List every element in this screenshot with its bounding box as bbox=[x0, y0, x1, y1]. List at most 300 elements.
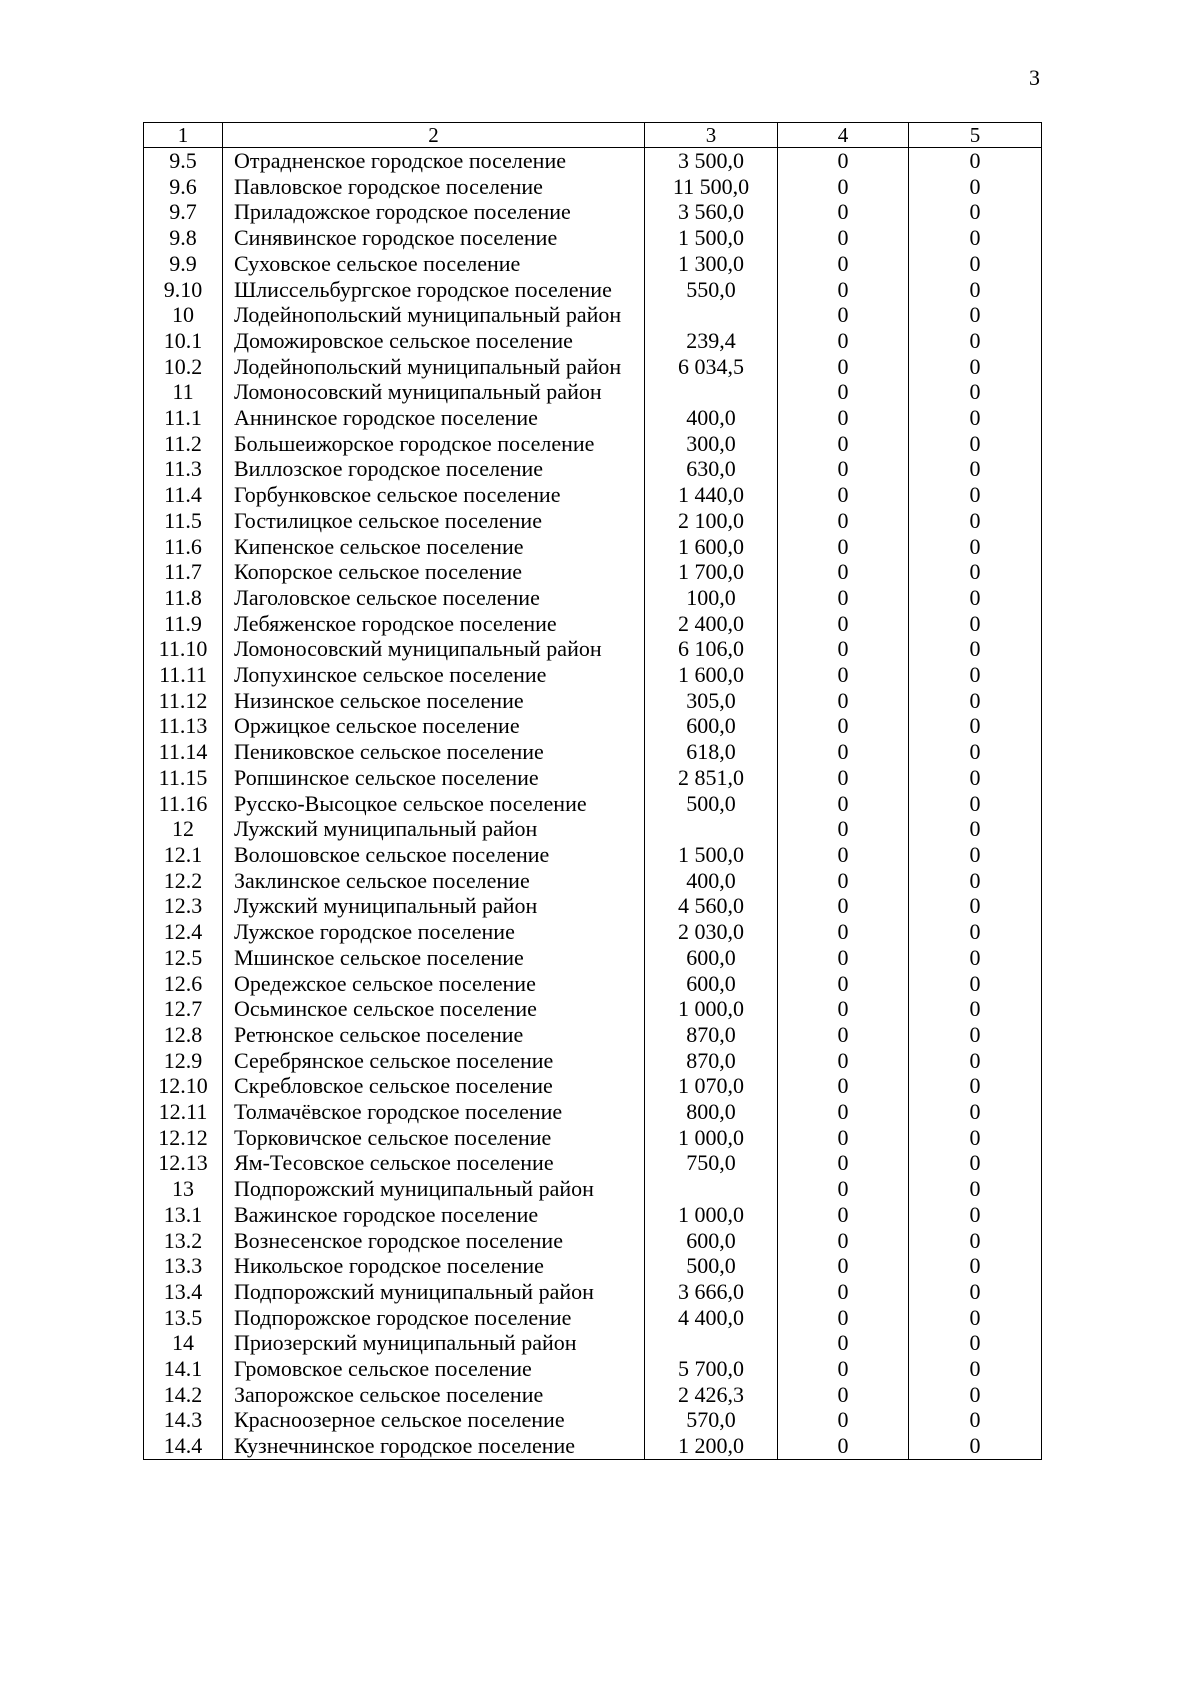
column-4-cell: 0 bbox=[778, 1433, 909, 1459]
column-4-cell: 0 bbox=[778, 199, 909, 225]
row-number-cell: 13.1 bbox=[144, 1202, 223, 1228]
row-number-cell: 11.11 bbox=[144, 662, 223, 688]
column-4-cell: 0 bbox=[778, 611, 909, 637]
name-cell: Кипенское сельское поселение bbox=[223, 534, 645, 560]
row-number-cell: 11 bbox=[144, 379, 223, 405]
row-number-cell: 11.6 bbox=[144, 534, 223, 560]
column-5-cell: 0 bbox=[909, 1176, 1042, 1202]
amount-cell: 1 600,0 bbox=[645, 534, 778, 560]
column-5-cell: 0 bbox=[909, 277, 1042, 303]
amount-cell: 2 851,0 bbox=[645, 765, 778, 791]
table-row bbox=[144, 534, 1042, 560]
table-row bbox=[144, 225, 1042, 251]
column-4-cell: 0 bbox=[778, 1253, 909, 1279]
header-cell-4: 4 bbox=[778, 123, 909, 148]
column-5-cell: 0 bbox=[909, 842, 1042, 868]
column-5-cell: 0 bbox=[909, 739, 1042, 765]
row-number-cell: 12.12 bbox=[144, 1125, 223, 1151]
row-number-cell: 11.15 bbox=[144, 765, 223, 791]
table-row bbox=[144, 1048, 1042, 1074]
row-number-cell: 12.2 bbox=[144, 868, 223, 894]
column-5-cell: 0 bbox=[909, 868, 1042, 894]
column-5-cell: 0 bbox=[909, 431, 1042, 457]
column-4-cell: 0 bbox=[778, 816, 909, 842]
name-cell: Толмачёвское городское поселение bbox=[223, 1099, 645, 1125]
header-cell-3: 3 bbox=[645, 123, 778, 148]
table-row bbox=[144, 688, 1042, 714]
amount-cell: 500,0 bbox=[645, 791, 778, 817]
table-row bbox=[144, 611, 1042, 637]
column-4-cell: 0 bbox=[778, 148, 909, 174]
column-4-cell: 0 bbox=[778, 508, 909, 534]
table-row bbox=[144, 431, 1042, 457]
row-number-cell: 14.2 bbox=[144, 1382, 223, 1408]
table-row bbox=[144, 199, 1042, 225]
name-cell: Лопухинское сельское поселение bbox=[223, 662, 645, 688]
name-cell: Виллозское городское поселение bbox=[223, 456, 645, 482]
row-number-cell: 9.7 bbox=[144, 199, 223, 225]
row-number-cell: 10 bbox=[144, 302, 223, 328]
column-5-cell: 0 bbox=[909, 174, 1042, 200]
amount-cell: 600,0 bbox=[645, 971, 778, 997]
column-5-cell: 0 bbox=[909, 1022, 1042, 1048]
amount-cell: 305,0 bbox=[645, 688, 778, 714]
column-4-cell: 0 bbox=[778, 1125, 909, 1151]
column-4-cell: 0 bbox=[778, 1202, 909, 1228]
table-row bbox=[144, 251, 1042, 277]
name-cell: Приладожское городское поселение bbox=[223, 199, 645, 225]
column-4-cell: 0 bbox=[778, 1099, 909, 1125]
column-5-cell: 0 bbox=[909, 1279, 1042, 1305]
column-4-cell: 0 bbox=[778, 1330, 909, 1356]
table-row bbox=[144, 1330, 1042, 1356]
amount-cell bbox=[645, 302, 778, 328]
table-row bbox=[144, 1022, 1042, 1048]
row-number-cell: 12 bbox=[144, 816, 223, 842]
row-number-cell: 12.4 bbox=[144, 919, 223, 945]
table-row bbox=[144, 456, 1042, 482]
name-cell: Мшинское сельское поселение bbox=[223, 945, 645, 971]
name-cell: Суховское сельское поселение bbox=[223, 251, 645, 277]
column-4-cell: 0 bbox=[778, 765, 909, 791]
table-row bbox=[144, 1228, 1042, 1254]
column-4-cell: 0 bbox=[778, 405, 909, 431]
column-5-cell: 0 bbox=[909, 302, 1042, 328]
column-4-cell: 0 bbox=[778, 945, 909, 971]
name-cell: Осьминское сельское поселение bbox=[223, 996, 645, 1022]
name-cell: Серебрянское сельское поселение bbox=[223, 1048, 645, 1074]
column-5-cell: 0 bbox=[909, 1253, 1042, 1279]
column-4-cell: 0 bbox=[778, 893, 909, 919]
column-4-cell: 0 bbox=[778, 842, 909, 868]
column-5-cell: 0 bbox=[909, 534, 1042, 560]
column-4-cell: 0 bbox=[778, 1176, 909, 1202]
column-5-cell: 0 bbox=[909, 1382, 1042, 1408]
column-5-cell: 0 bbox=[909, 765, 1042, 791]
name-cell: Шлиссельбургское городское поселение bbox=[223, 277, 645, 303]
name-cell: Оржицкое сельское поселение bbox=[223, 713, 645, 739]
amount-cell: 5 700,0 bbox=[645, 1356, 778, 1382]
name-cell: Лужский муниципальный район bbox=[223, 893, 645, 919]
column-4-cell: 0 bbox=[778, 688, 909, 714]
amount-cell bbox=[645, 379, 778, 405]
column-5-cell: 0 bbox=[909, 996, 1042, 1022]
name-cell: Аннинское городское поселение bbox=[223, 405, 645, 431]
table-row bbox=[144, 559, 1042, 585]
name-cell: Лужское городское поселение bbox=[223, 919, 645, 945]
name-cell: Большеижорское городское поселение bbox=[223, 431, 645, 457]
name-cell: Важинское городское поселение bbox=[223, 1202, 645, 1228]
table-row bbox=[144, 996, 1042, 1022]
amount-cell: 618,0 bbox=[645, 739, 778, 765]
row-number-cell: 11.12 bbox=[144, 688, 223, 714]
amount-cell: 2 100,0 bbox=[645, 508, 778, 534]
table-row bbox=[144, 1150, 1042, 1176]
row-number-cell: 9.6 bbox=[144, 174, 223, 200]
table-row bbox=[144, 1279, 1042, 1305]
header-row bbox=[144, 123, 1042, 148]
table-row bbox=[144, 508, 1042, 534]
table-row bbox=[144, 765, 1042, 791]
row-number-cell: 11.4 bbox=[144, 482, 223, 508]
table-row bbox=[144, 302, 1042, 328]
row-number-cell: 10.1 bbox=[144, 328, 223, 354]
column-4-cell: 0 bbox=[778, 379, 909, 405]
column-4-cell: 0 bbox=[778, 868, 909, 894]
row-number-cell: 13 bbox=[144, 1176, 223, 1202]
column-5-cell: 0 bbox=[909, 1073, 1042, 1099]
amount-cell: 870,0 bbox=[645, 1022, 778, 1048]
amount-cell: 2 426,3 bbox=[645, 1382, 778, 1408]
table-row bbox=[144, 1382, 1042, 1408]
row-number-cell: 9.10 bbox=[144, 277, 223, 303]
table-row bbox=[144, 739, 1042, 765]
row-number-cell: 11.13 bbox=[144, 713, 223, 739]
name-cell: Подпорожский муниципальный район bbox=[223, 1279, 645, 1305]
amount-cell: 400,0 bbox=[645, 405, 778, 431]
table-row bbox=[144, 174, 1042, 200]
column-5-cell: 0 bbox=[909, 945, 1042, 971]
column-5-cell: 0 bbox=[909, 1099, 1042, 1125]
name-cell: Лодейнопольский муниципальный район bbox=[223, 354, 645, 380]
table-row bbox=[144, 1356, 1042, 1382]
amount-cell: 1 500,0 bbox=[645, 842, 778, 868]
column-4-cell: 0 bbox=[778, 636, 909, 662]
name-cell: Отрадненское городское поселение bbox=[223, 148, 645, 174]
row-number-cell: 9.9 bbox=[144, 251, 223, 277]
row-number-cell: 14.4 bbox=[144, 1433, 223, 1459]
amount-cell: 570,0 bbox=[645, 1407, 778, 1433]
row-number-cell: 11.8 bbox=[144, 585, 223, 611]
table-row bbox=[144, 868, 1042, 894]
table-row bbox=[144, 405, 1042, 431]
table-row bbox=[144, 1407, 1042, 1433]
name-cell: Копорское сельское поселение bbox=[223, 559, 645, 585]
row-number-cell: 11.10 bbox=[144, 636, 223, 662]
table-header bbox=[144, 123, 1042, 148]
amount-cell: 300,0 bbox=[645, 431, 778, 457]
column-4-cell: 0 bbox=[778, 1279, 909, 1305]
column-4-cell: 0 bbox=[778, 713, 909, 739]
table-row bbox=[144, 842, 1042, 868]
name-cell: Низинское сельское поселение bbox=[223, 688, 645, 714]
table-row bbox=[144, 945, 1042, 971]
name-cell: Лодейнопольский муниципальный район bbox=[223, 302, 645, 328]
column-4-cell: 0 bbox=[778, 1407, 909, 1433]
table-row bbox=[144, 1176, 1042, 1202]
amount-cell: 1 500,0 bbox=[645, 225, 778, 251]
name-cell: Запорожское сельское поселение bbox=[223, 1382, 645, 1408]
amount-cell bbox=[645, 1176, 778, 1202]
column-4-cell: 0 bbox=[778, 328, 909, 354]
table-row bbox=[144, 1202, 1042, 1228]
column-5-cell: 0 bbox=[909, 354, 1042, 380]
name-cell: Пениковское сельское поселение bbox=[223, 739, 645, 765]
amount-cell: 3 666,0 bbox=[645, 1279, 778, 1305]
column-5-cell: 0 bbox=[909, 405, 1042, 431]
column-5-cell: 0 bbox=[909, 559, 1042, 585]
table-row bbox=[144, 379, 1042, 405]
column-4-cell: 0 bbox=[778, 431, 909, 457]
column-5-cell: 0 bbox=[909, 611, 1042, 637]
amount-cell: 1 300,0 bbox=[645, 251, 778, 277]
column-5-cell: 0 bbox=[909, 1433, 1042, 1459]
column-4-cell: 0 bbox=[778, 1150, 909, 1176]
name-cell: Кузнечнинское городское поселение bbox=[223, 1433, 645, 1459]
row-number-cell: 12.9 bbox=[144, 1048, 223, 1074]
amount-cell: 11 500,0 bbox=[645, 174, 778, 200]
name-cell: Ям-Тесовское сельское поселение bbox=[223, 1150, 645, 1176]
amount-cell: 400,0 bbox=[645, 868, 778, 894]
column-5-cell: 0 bbox=[909, 688, 1042, 714]
row-number-cell: 12.3 bbox=[144, 893, 223, 919]
amount-cell: 2 030,0 bbox=[645, 919, 778, 945]
column-4-cell: 0 bbox=[778, 1048, 909, 1074]
row-number-cell: 9.8 bbox=[144, 225, 223, 251]
amount-cell: 870,0 bbox=[645, 1048, 778, 1074]
table-row bbox=[144, 1253, 1042, 1279]
table-row bbox=[144, 328, 1042, 354]
column-5-cell: 0 bbox=[909, 713, 1042, 739]
column-4-cell: 0 bbox=[778, 1022, 909, 1048]
row-number-cell: 11.9 bbox=[144, 611, 223, 637]
amount-cell: 1 700,0 bbox=[645, 559, 778, 585]
amount-cell: 550,0 bbox=[645, 277, 778, 303]
row-number-cell: 13.3 bbox=[144, 1253, 223, 1279]
table-row bbox=[144, 1305, 1042, 1331]
table-row bbox=[144, 148, 1042, 174]
table-row bbox=[144, 893, 1042, 919]
amount-cell: 600,0 bbox=[645, 713, 778, 739]
allocation-table bbox=[143, 122, 1042, 1460]
name-cell: Громовское сельское поселение bbox=[223, 1356, 645, 1382]
row-number-cell: 12.5 bbox=[144, 945, 223, 971]
row-number-cell: 11.7 bbox=[144, 559, 223, 585]
table-row bbox=[144, 816, 1042, 842]
amount-cell: 750,0 bbox=[645, 1150, 778, 1176]
name-cell: Подпорожское городское поселение bbox=[223, 1305, 645, 1331]
column-5-cell: 0 bbox=[909, 482, 1042, 508]
column-5-cell: 0 bbox=[909, 791, 1042, 817]
table-row bbox=[144, 1073, 1042, 1099]
column-5-cell: 0 bbox=[909, 1150, 1042, 1176]
row-number-cell: 13.2 bbox=[144, 1228, 223, 1254]
name-cell: Вознесенское городское поселение bbox=[223, 1228, 645, 1254]
amount-cell: 100,0 bbox=[645, 585, 778, 611]
amount-cell: 3 560,0 bbox=[645, 199, 778, 225]
row-number-cell: 12.1 bbox=[144, 842, 223, 868]
column-4-cell: 0 bbox=[778, 1073, 909, 1099]
name-cell: Лебяженское городское поселение bbox=[223, 611, 645, 637]
table-row bbox=[144, 971, 1042, 997]
amount-cell: 500,0 bbox=[645, 1253, 778, 1279]
row-number-cell: 11.14 bbox=[144, 739, 223, 765]
row-number-cell: 11.2 bbox=[144, 431, 223, 457]
amount-cell: 6 034,5 bbox=[645, 354, 778, 380]
row-number-cell: 11.16 bbox=[144, 791, 223, 817]
column-4-cell: 0 bbox=[778, 1228, 909, 1254]
name-cell: Никольское городское поселение bbox=[223, 1253, 645, 1279]
amount-cell: 1 000,0 bbox=[645, 996, 778, 1022]
table-row bbox=[144, 713, 1042, 739]
table-row bbox=[144, 919, 1042, 945]
column-5-cell: 0 bbox=[909, 328, 1042, 354]
column-5-cell: 0 bbox=[909, 251, 1042, 277]
name-cell: Синявинское городское поселение bbox=[223, 225, 645, 251]
table-row bbox=[144, 482, 1042, 508]
name-cell: Оредежское сельское поселение bbox=[223, 971, 645, 997]
column-4-cell: 0 bbox=[778, 456, 909, 482]
column-5-cell: 0 bbox=[909, 919, 1042, 945]
amount-cell: 630,0 bbox=[645, 456, 778, 482]
header-cell-5: 5 bbox=[909, 123, 1042, 148]
amount-cell: 4 560,0 bbox=[645, 893, 778, 919]
amount-cell: 1 200,0 bbox=[645, 1433, 778, 1459]
column-5-cell: 0 bbox=[909, 225, 1042, 251]
row-number-cell: 13.5 bbox=[144, 1305, 223, 1331]
name-cell: Красноозерное сельское поселение bbox=[223, 1407, 645, 1433]
row-number-cell: 12.8 bbox=[144, 1022, 223, 1048]
amount-cell: 1 000,0 bbox=[645, 1202, 778, 1228]
column-4-cell: 0 bbox=[778, 739, 909, 765]
row-number-cell: 12.6 bbox=[144, 971, 223, 997]
name-cell: Заклинское сельское поселение bbox=[223, 868, 645, 894]
column-5-cell: 0 bbox=[909, 1330, 1042, 1356]
amount-cell: 3 500,0 bbox=[645, 148, 778, 174]
row-number-cell: 11.5 bbox=[144, 508, 223, 534]
table-row bbox=[144, 662, 1042, 688]
name-cell: Ретюнское сельское поселение bbox=[223, 1022, 645, 1048]
table-row bbox=[144, 636, 1042, 662]
amount-cell: 600,0 bbox=[645, 945, 778, 971]
table-row bbox=[144, 277, 1042, 303]
row-number-cell: 10.2 bbox=[144, 354, 223, 380]
table-body bbox=[144, 148, 1042, 1460]
column-5-cell: 0 bbox=[909, 1228, 1042, 1254]
column-4-cell: 0 bbox=[778, 662, 909, 688]
row-number-cell: 11.1 bbox=[144, 405, 223, 431]
name-cell: Лужский муниципальный район bbox=[223, 816, 645, 842]
column-5-cell: 0 bbox=[909, 1305, 1042, 1331]
page-number: 3 bbox=[1029, 65, 1040, 90]
name-cell: Торковичское сельское поселение bbox=[223, 1125, 645, 1151]
amount-cell: 2 400,0 bbox=[645, 611, 778, 637]
row-number-cell: 12.11 bbox=[144, 1099, 223, 1125]
name-cell: Скребловское сельское поселение bbox=[223, 1073, 645, 1099]
amount-cell bbox=[645, 816, 778, 842]
column-5-cell: 0 bbox=[909, 148, 1042, 174]
name-cell: Волошовское сельское поселение bbox=[223, 842, 645, 868]
table-row bbox=[144, 1433, 1042, 1459]
name-cell: Горбунковское сельское поселение bbox=[223, 482, 645, 508]
row-number-cell: 9.5 bbox=[144, 148, 223, 174]
name-cell: Подпорожский муниципальный район bbox=[223, 1176, 645, 1202]
column-5-cell: 0 bbox=[909, 893, 1042, 919]
column-5-cell: 0 bbox=[909, 379, 1042, 405]
column-5-cell: 0 bbox=[909, 1048, 1042, 1074]
name-cell: Лаголовское сельское поселение bbox=[223, 585, 645, 611]
column-5-cell: 0 bbox=[909, 508, 1042, 534]
amount-cell: 1 000,0 bbox=[645, 1125, 778, 1151]
table-row bbox=[144, 1125, 1042, 1151]
name-cell: Русско-Высоцкое сельское поселение bbox=[223, 791, 645, 817]
column-5-cell: 0 bbox=[909, 816, 1042, 842]
column-4-cell: 0 bbox=[778, 174, 909, 200]
column-4-cell: 0 bbox=[778, 791, 909, 817]
column-5-cell: 0 bbox=[909, 456, 1042, 482]
row-number-cell: 14 bbox=[144, 1330, 223, 1356]
column-5-cell: 0 bbox=[909, 662, 1042, 688]
name-cell: Ропшинское сельское поселение bbox=[223, 765, 645, 791]
name-cell: Приозерский муниципальный район bbox=[223, 1330, 645, 1356]
column-4-cell: 0 bbox=[778, 559, 909, 585]
header-cell-2: 2 bbox=[223, 123, 645, 148]
amount-cell: 1 070,0 bbox=[645, 1073, 778, 1099]
name-cell: Ломоносовский муниципальный район bbox=[223, 379, 645, 405]
column-5-cell: 0 bbox=[909, 636, 1042, 662]
column-4-cell: 0 bbox=[778, 585, 909, 611]
column-4-cell: 0 bbox=[778, 482, 909, 508]
column-4-cell: 0 bbox=[778, 1382, 909, 1408]
column-4-cell: 0 bbox=[778, 225, 909, 251]
name-cell: Ломоносовский муниципальный район bbox=[223, 636, 645, 662]
amount-cell: 600,0 bbox=[645, 1228, 778, 1254]
column-4-cell: 0 bbox=[778, 251, 909, 277]
column-5-cell: 0 bbox=[909, 1407, 1042, 1433]
amount-cell: 1 600,0 bbox=[645, 662, 778, 688]
row-number-cell: 14.3 bbox=[144, 1407, 223, 1433]
column-4-cell: 0 bbox=[778, 1356, 909, 1382]
amount-cell: 4 400,0 bbox=[645, 1305, 778, 1331]
name-cell: Гостилицкое сельское поселение bbox=[223, 508, 645, 534]
amount-cell: 239,4 bbox=[645, 328, 778, 354]
column-5-cell: 0 bbox=[909, 199, 1042, 225]
column-4-cell: 0 bbox=[778, 919, 909, 945]
header-cell-1: 1 bbox=[144, 123, 223, 148]
row-number-cell: 12.10 bbox=[144, 1073, 223, 1099]
column-4-cell: 0 bbox=[778, 534, 909, 560]
row-number-cell: 11.3 bbox=[144, 456, 223, 482]
amount-cell bbox=[645, 1330, 778, 1356]
name-cell: Павловское городское поселение bbox=[223, 174, 645, 200]
column-5-cell: 0 bbox=[909, 1202, 1042, 1228]
column-4-cell: 0 bbox=[778, 354, 909, 380]
row-number-cell: 12.13 bbox=[144, 1150, 223, 1176]
column-5-cell: 0 bbox=[909, 971, 1042, 997]
amount-cell: 1 440,0 bbox=[645, 482, 778, 508]
table-row bbox=[144, 585, 1042, 611]
column-4-cell: 0 bbox=[778, 277, 909, 303]
